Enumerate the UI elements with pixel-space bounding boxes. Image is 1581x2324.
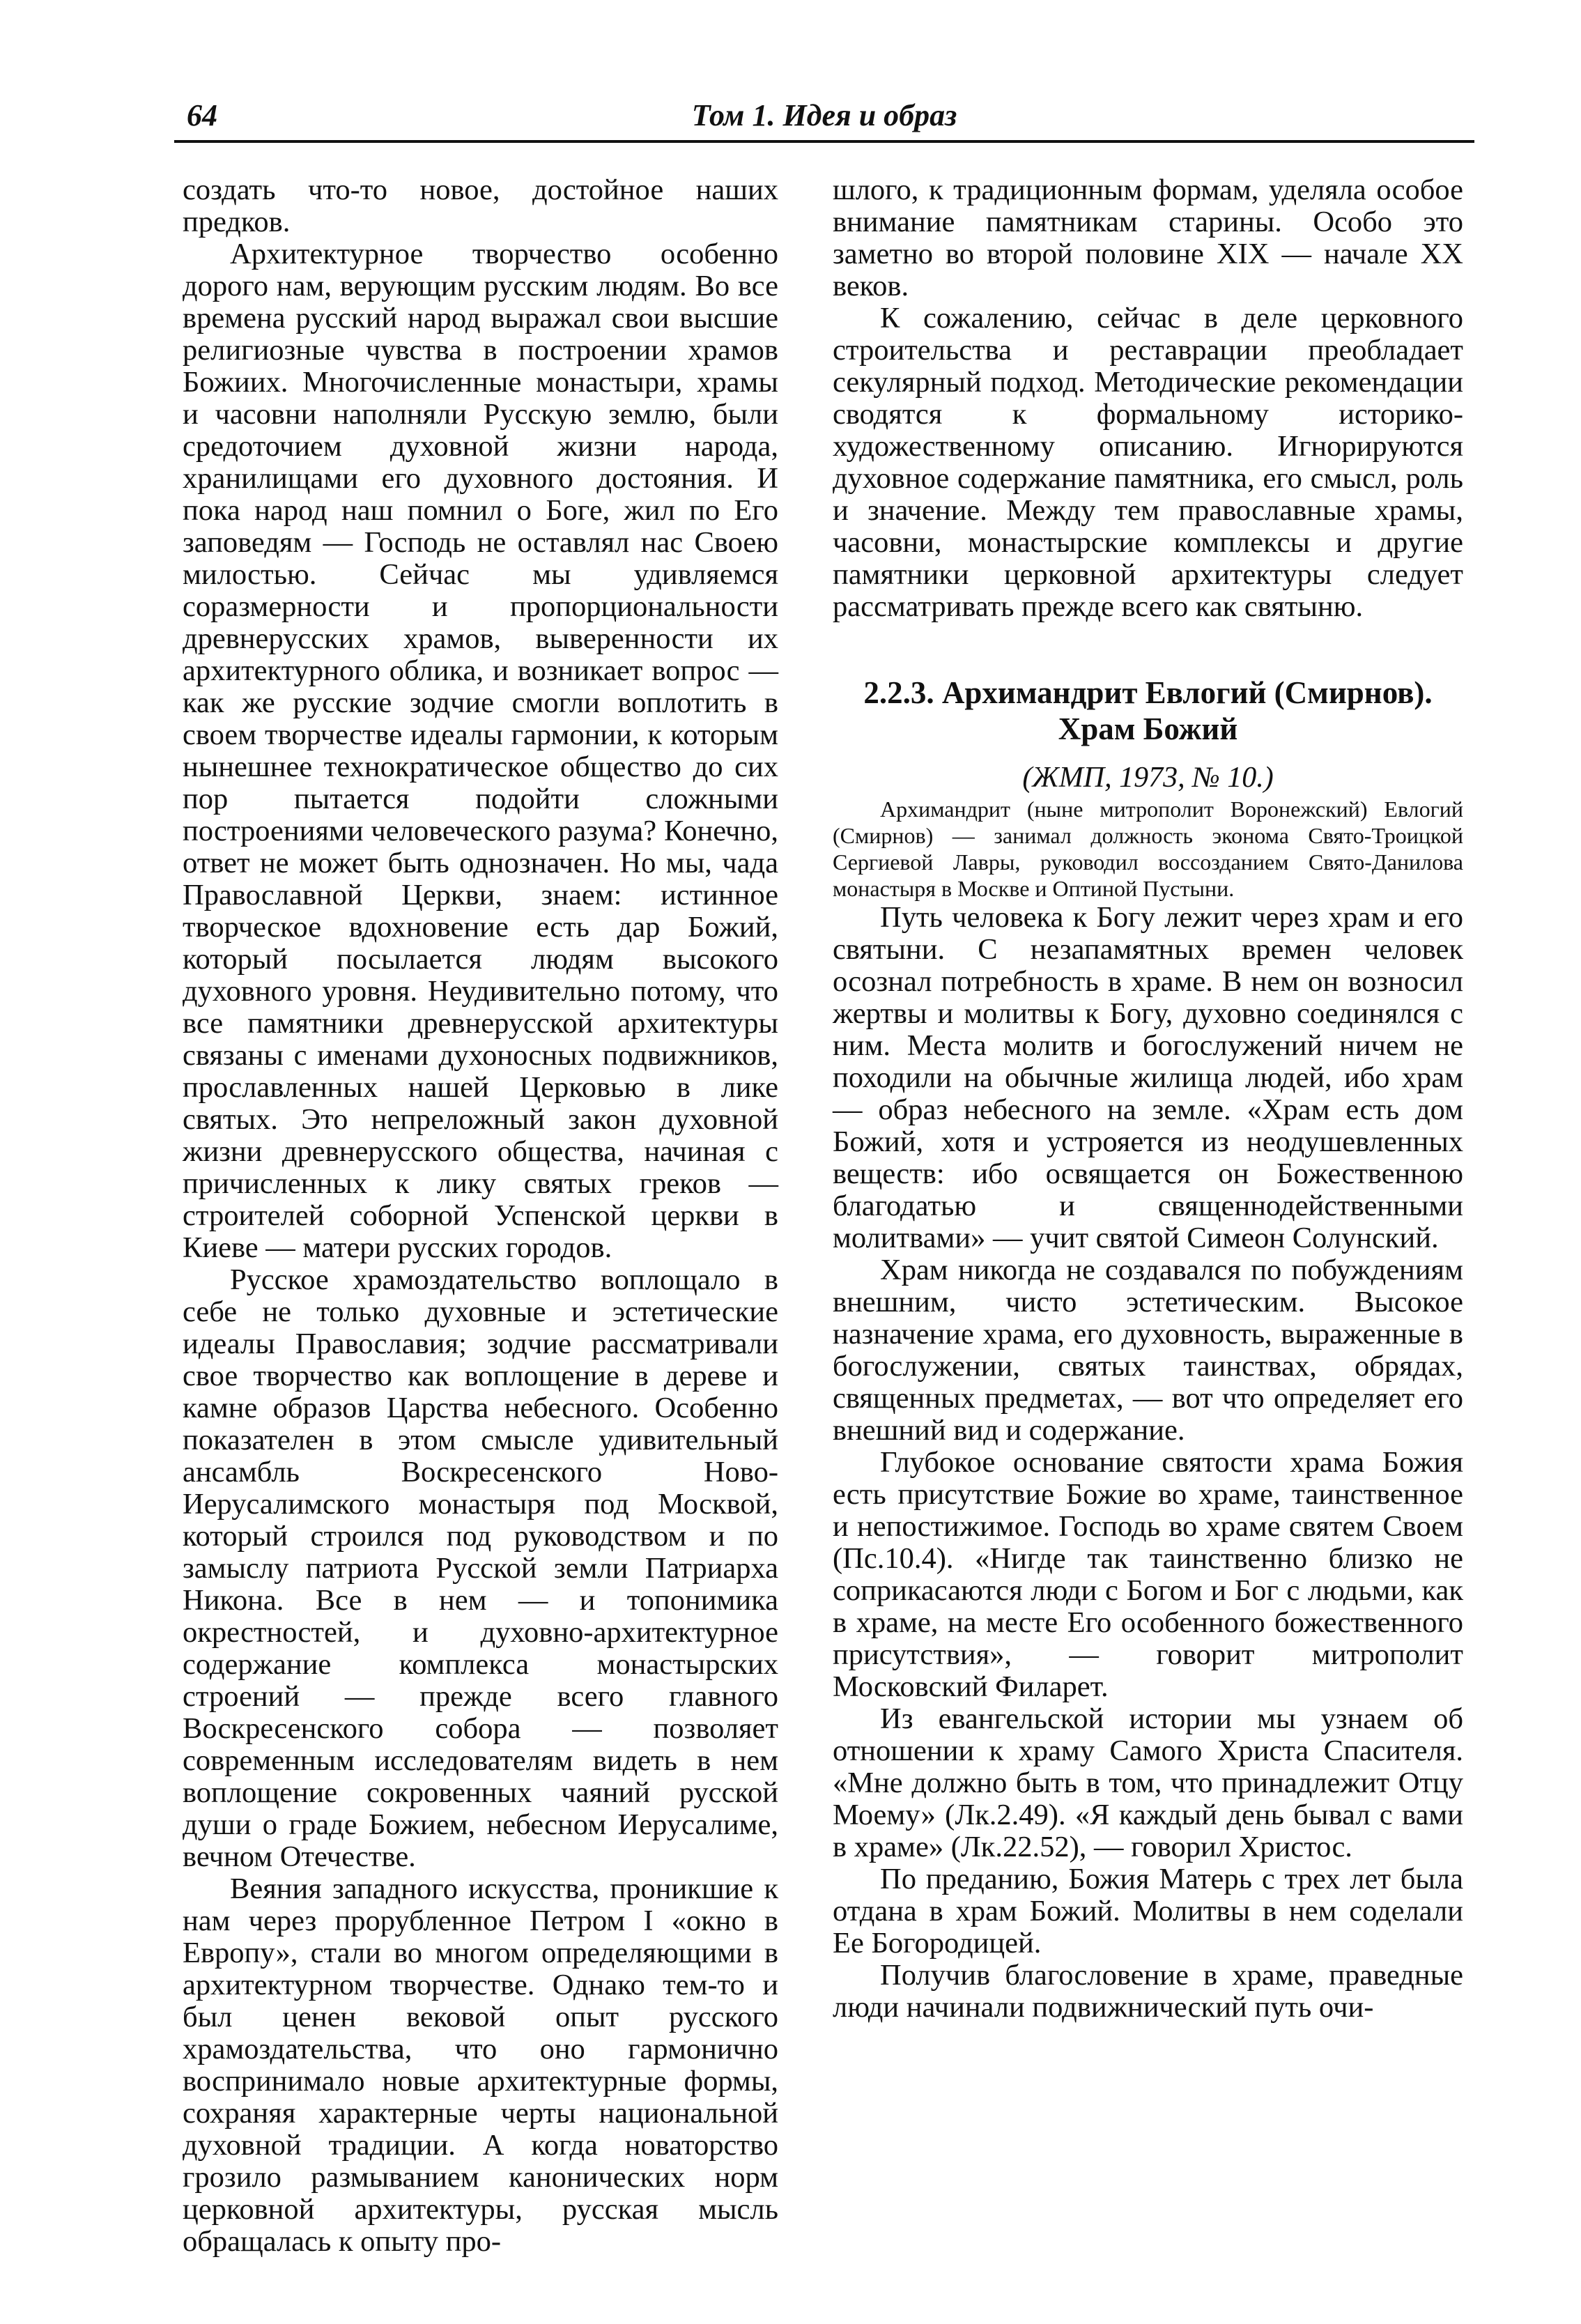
paragraph: Веяния западного искусства, проникшие к нам через прорубленное Петром I «окно в Европу», стали во многом определяющими в архитектурном творчестве. Однако тем-то и был ценен вековой опыт русского храмоздательства, что оно гармонично воспринимало новые архитектурные формы, сохраняя характерные черты национальной духовной традиции. А когда новаторство грозило размыванием канонических норм церковной архитектуры, русская мысль обращалась к опыту про- <box>183 1872 778 2258</box>
paragraph: По преданию, Божия Матерь с трех лет была отдана в храм Божий. Молитвы в нем соделали Ее Богородицей. <box>833 1863 1463 1960</box>
paragraph: шлого, к традиционным формам, уделяла особое внимание памятникам старины. Особо это заметно во второй половине XIX — начале XX веков. <box>833 174 1463 302</box>
section-abstract: Архимандрит (ныне митрополит Воронежский) Евлогий (Смирнов) — занимал должность эконома Свято-Троицкой Сергиевой Лавры, руководил воссозданием Свято-Данилова монастыря в Москве и Оптиной Пустыни. <box>833 797 1463 901</box>
section-source: (ЖМП, 1973, № 10.) <box>1022 762 1274 794</box>
paragraph: Русское храмоздательство воплощало в себе не только духовные и эстетические идеалы Православия; зодчие рассматривали свое творчество как воплощение в дереве и камне образов Царства небесного. Особенно показателен в этом смысле удивительный ансамбль Воскресенского Ново-Иерусалимского монастыря под Москвой, который строился под руководством и по замыслу патриота Русской земли Патриарха Никона. Все в нем — и топонимика окрестностей, и духовно-архитектурное содержание комплекса монастырских строений — прежде всего главного Воскресенского собора — позволяет современным исследователям видеть в нем воплощение сокровенных чаяний русской души о граде Божием, небесном Иерусалиме, вечном Отечестве. <box>183 1263 778 1873</box>
page-number: 64 <box>187 98 217 132</box>
section-heading-line: 2.2.3. Архимандрит Евлогий (Смирнов). <box>863 675 1433 710</box>
paragraph: Из евангельской истории мы узнаем об отношении к храму Самого Христа Спасителя. «Мне должно быть в том, что принадлежит Отцу Моему» (Лк.2.49). «Я каждый день бывал с вами в храме» (Лк.22.52), — говорил Христос. <box>833 1702 1463 1863</box>
section-heading-line: Храм Божий <box>1058 711 1238 746</box>
paragraph: Получив благословение в храме, праведные люди начинали подвижнический путь очи- <box>833 1959 1463 2024</box>
paragraph: К сожалению, сейчас в деле церковного строительства и реставрации преобладает секулярный подход. Методические рекомендации сводятся к формальному историко-художественному описанию. Игнорируются духовное содержание памятника, его смысл, роль и значение. Между тем православные храмы, часовни, монастырские комплексы и другие памятники церковной архитектуры следует рассматривать прежде всего как святыню. <box>833 302 1463 623</box>
right-column <box>833 174 1463 2024</box>
paragraph: создать что-то новое, достойное наших предков. <box>183 174 778 238</box>
paragraph: Храм никогда не создавался по побуждениям внешним, чисто эстетическим. Высокое назначение храма, его духовность, выраженные в богослужении, святых таинствах, обрядах, священных предметах, — вот что определяет его внешний вид и содержание. <box>833 1254 1463 1447</box>
header-rule <box>174 140 1474 143</box>
running-head <box>174 98 1474 142</box>
volume-title: Том 1. Идея и образ <box>691 98 957 132</box>
paragraph: Путь человека к Богу лежит через храм и его святыни. С незапамятных времен человек осознал потребность в храме. В нем он возносил жертвы и молитвы к Богу, духовно соединялся с ним. Места молитв и богослужений ничем не походили на обычные жилища людей, ибо храм — образ небесного на земле. «Храм есть дом Божий, хотя и устрояется из неодушевленных веществ: ибо освящается он Божественною благодатью и священнодейственными молитвами» — учит святой Симеон Солунский. <box>833 901 1463 1254</box>
section-heading <box>833 675 1463 747</box>
paragraph: Глубокое основание святости храма Божия есть присутствие Божие во храме, таинственное и непостижимое. Господь во храме святем Своем (Пс.10.4). «Нигде так таинственно близко не соприкасаются люди с Богом и Бог с людьми, как в храме, на месте Его особенного божественного присутствия», — говорит митрополит Московский Филарет. <box>833 1446 1463 1703</box>
left-column <box>183 174 778 2258</box>
paragraph: Архитектурное творчество особенно дорого нам, верующим русским людям. Во все времена русский народ выражал свои высшие религиозные чувства в построении храмов Божиих. Многочисленные монастыри, храмы и часовни наполняли Русскую землю, были средоточием духовной жизни народа, хранилищами его духовного достояния. И пока народ наш помнил о Боге, жил по Его заповедям — Господь не оставлял нас Своею милостью. Сейчас мы удивляемся соразмерности и пропорциональности древнерусских храмов, выверенности их архитектурного облика, и возникает вопрос — как же русские зодчие смогли воплотить в своем творчестве идеалы гармонии, к которым нынешнее технократическое общество до сих пор пытается подойти сложными построениями человеческого разума? Конечно, ответ не может быть однозначен. Но мы, чада Православной Церкви, знаем: истинное творческое вдохновение есть дар Божий, который посылается людям высокого духовного уровня. Неудивительно потому, что все памятники древнерусской архитектуры связаны с именами духоносных подвижников, прославленных нашей Церковью в лике святых. Это непреложный закон духовной жизни древнерусского общества, начиная с причисленных к лику святых греков — строителей соборной Успенской церкви в Киеве — матери русских городов. <box>183 238 778 1264</box>
